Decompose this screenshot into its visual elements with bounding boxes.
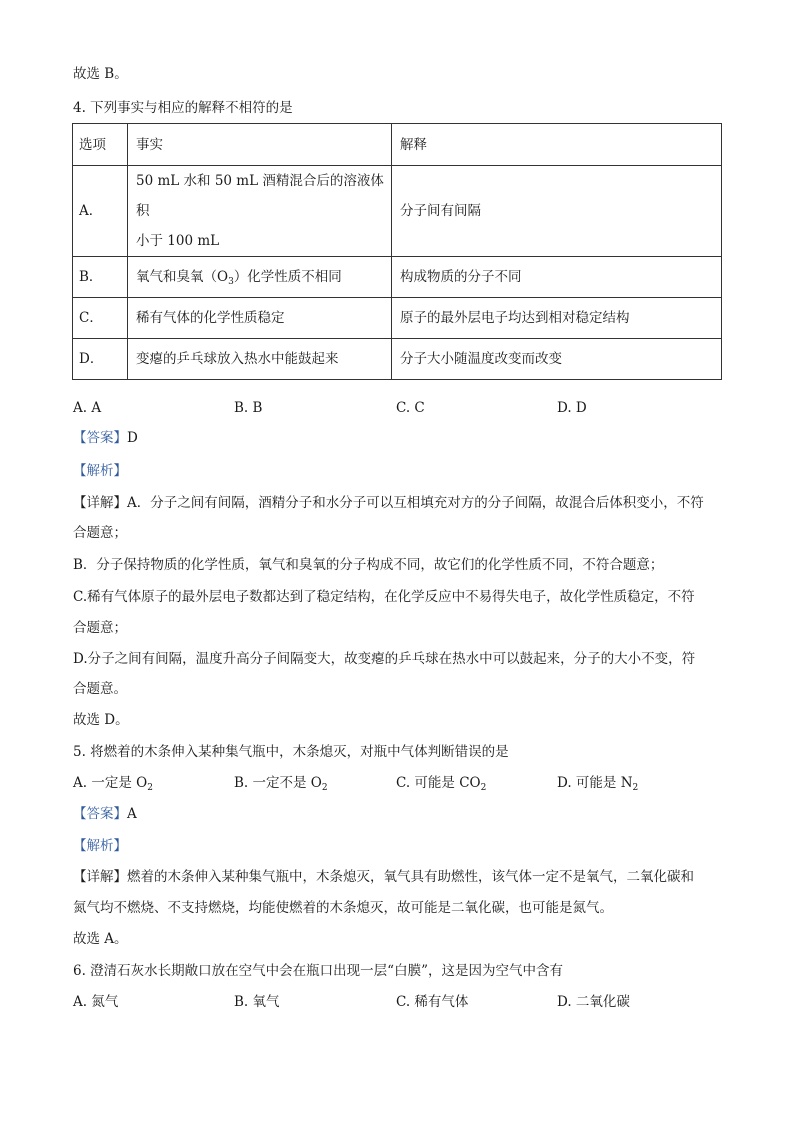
q5-detail-line: 氮气均不燃烧、不支持燃烧，均能使燃着的木条熄灭，故可能是二氧化碳，也可能是氮气。: [73, 900, 613, 916]
detail-tag: 【详解】: [73, 495, 127, 511]
q6-choice-a: A. 氮气: [73, 994, 119, 1010]
q5-detail-line: [73, 867, 694, 887]
q5-conclusion: 故选 A。: [73, 931, 128, 947]
fact-subscript: 3: [228, 277, 234, 287]
row-option: D．: [73, 339, 128, 380]
row-option: C．: [73, 298, 128, 339]
q6-choice-b: B. 氧气: [234, 994, 280, 1010]
choice-text: D. 可能是 N: [557, 775, 633, 791]
q4-detail-line: 合题意；: [73, 525, 127, 541]
header-fact: 事实: [128, 124, 392, 166]
q5-choice-a: [73, 773, 153, 793]
choice-subscript: 2: [632, 783, 639, 793]
table-header-row: [73, 124, 722, 166]
choice-subscript: 2: [147, 783, 153, 793]
q4-conclusion: 故选 D。: [73, 712, 129, 728]
q4-choice-c: C. C: [396, 400, 425, 416]
q5-stem: 5. 将燃着的木条伸入某种集气瓶中，木条熄灭，对瓶中气体判断错误的是: [73, 744, 509, 760]
q4-choice-a: A. A: [73, 400, 102, 416]
q5-analysis-tag: [73, 836, 127, 856]
detail-text: 燃着的木条伸入某种集气瓶中，木条熄灭，氧气具有助燃性，该气体一定不是氧气，二氧化碳和: [127, 869, 694, 885]
table-row: [73, 257, 722, 298]
q4-choice-b: B. B: [234, 400, 263, 416]
analysis-tag: 【解析】: [73, 838, 127, 854]
q6-stem: 6. 澄清石灰水长期敞口放在空气中会在瓶口出现一层“白膜”，这是因为空气中含有: [73, 963, 563, 979]
detail-text: A．分子之间有间隔，酒精分子和水分子可以互相填充对方的分子间隔，故混合后体积变小，不符: [127, 495, 704, 511]
row-fact: [128, 257, 392, 298]
q4-detail-line: 合题意；: [73, 620, 127, 636]
q4-choice-d: D. D: [557, 400, 587, 416]
table-row: [73, 166, 722, 257]
q4-table: [72, 123, 722, 380]
detail-tag: 【详解】: [73, 869, 127, 885]
row-fact-line2: 小于 100 mL: [136, 233, 220, 249]
row-explanation: 分子间有间隔: [392, 166, 722, 257]
q4-analysis-tag: [73, 461, 127, 481]
choice-text: C. 可能是 CO: [396, 775, 481, 791]
q5-choice-d: [557, 773, 638, 793]
answer-value: A: [127, 806, 137, 822]
row-explanation: 构成物质的分子不同: [392, 257, 722, 298]
q4-detail-line: [73, 493, 704, 513]
q3-conclusion: 故选 B。: [73, 66, 128, 82]
header-option: 选项: [73, 124, 128, 166]
row-option: A．: [73, 166, 128, 257]
row-fact-line1: 50 mL 水和 50 mL 酒精混合后的溶液体积: [136, 173, 384, 219]
row-option: B．: [73, 257, 128, 298]
answer-tag: 【答案】: [73, 430, 127, 446]
choice-subscript: 2: [480, 783, 487, 793]
analysis-tag: 【解析】: [73, 463, 127, 479]
q4-detail-line: B．分子保持物质的化学性质，氧气和臭氧的分子构成不同，故它们的化学性质不同，不符合题意；: [73, 557, 664, 573]
row-fact: 稀有气体的化学性质稳定: [128, 298, 392, 339]
fact-text-post: ）化学性质不相同: [233, 269, 342, 285]
q4-detail-line: 合题意。: [73, 681, 127, 697]
row-fact: 变瘪的乒乓球放入热水中能鼓起来: [128, 339, 392, 380]
q4-answer: [73, 428, 138, 448]
row-explanation: 原子的最外层电子均达到相对稳定结构: [392, 298, 722, 339]
q5-answer: [73, 804, 137, 824]
q5-choice-c: [396, 773, 486, 793]
choice-text: A. 一定是 O: [73, 775, 148, 791]
answer-tag: 【答案】: [73, 806, 127, 822]
q4-stem: 4. 下列事实与相应的解释不相符的是: [73, 100, 293, 116]
q6-choice-c: C. 稀有气体: [396, 994, 469, 1010]
row-explanation: 分子大小随温度改变而改变: [392, 339, 722, 380]
choice-subscript: 2: [321, 783, 328, 793]
choice-text: B. 一定不是 O: [234, 775, 322, 791]
q6-choice-d: D. 二氧化碳: [557, 994, 630, 1010]
table-row: [73, 339, 722, 380]
row-fact: [128, 166, 392, 257]
header-explanation: 解释: [392, 124, 722, 166]
q5-choice-b: [234, 773, 328, 793]
q4-detail-line: D.分子之间有间隔，温度升高分子间隔变大，故变瘪的乒乓球在热水中可以鼓起来，分子的大小不变，符: [73, 651, 696, 667]
answer-value: D: [127, 430, 138, 446]
table-row: [73, 298, 722, 339]
q4-detail-line: C.稀有气体原子的最外层电子数都达到了稳定结构，在化学反应中不易得失电子，故化学性质稳定，不符: [73, 589, 695, 605]
fact-text-pre: 氧气和臭氧（O: [136, 269, 229, 285]
